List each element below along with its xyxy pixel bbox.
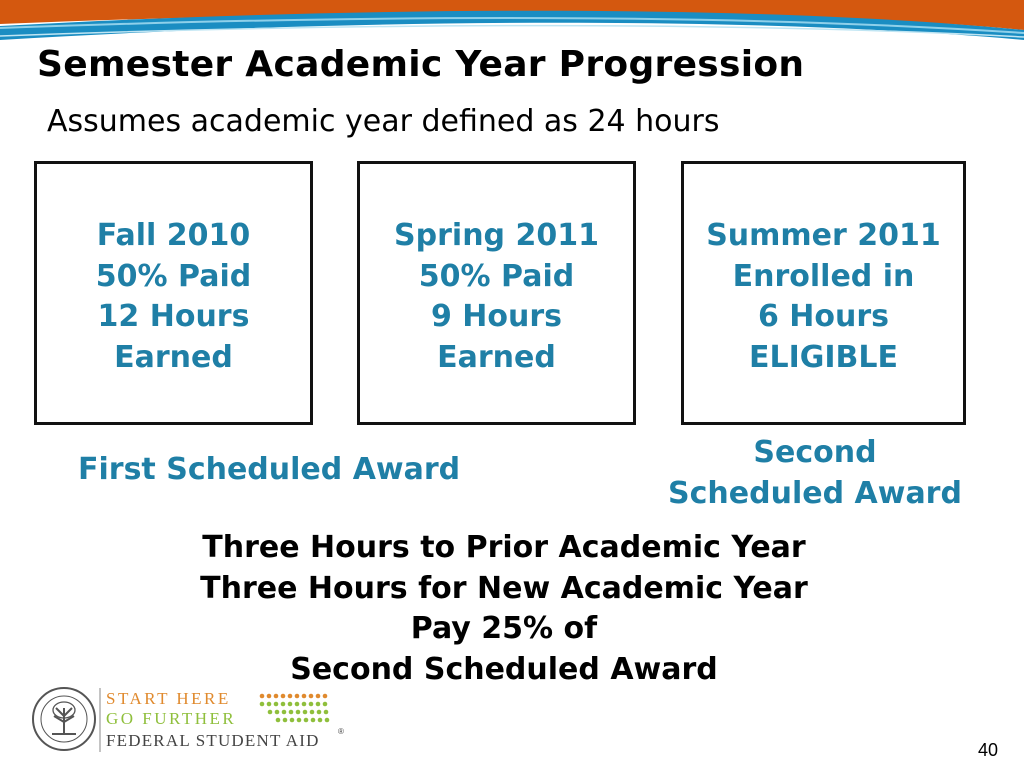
first-award-label: First Scheduled Award: [78, 452, 461, 487]
logo-dot: [317, 710, 322, 715]
registered-mark: ®: [338, 727, 344, 736]
logo-dot: [323, 694, 328, 699]
logo-dot: [295, 694, 300, 699]
term-box-spring-2011: [357, 161, 636, 425]
logo-dot: [276, 718, 281, 723]
logo-dot: [304, 718, 309, 723]
logo-dot: [316, 694, 321, 699]
second-award-label: [648, 433, 982, 514]
summary-line: Pay 25% of: [410, 611, 598, 646]
logo-dot: [267, 694, 272, 699]
term-box-summer-2011: [681, 161, 966, 425]
term-box-line: ELIGIBLE: [748, 339, 899, 375]
logo-dot: [303, 710, 308, 715]
logo-dot: [274, 694, 279, 699]
logo-dot: [323, 702, 328, 707]
slide-number: 40: [977, 740, 998, 760]
logo-dot: [316, 702, 321, 707]
logo-dot: [288, 702, 293, 707]
logo-dot: [282, 710, 287, 715]
term-box-line: 50% Paid: [418, 258, 575, 294]
department-seal-icon: [33, 688, 95, 750]
logo-dot: [281, 694, 286, 699]
term-box-line: Earned: [114, 339, 233, 375]
logo-dot: [311, 718, 316, 723]
term-box-line: 12 Hours: [97, 299, 250, 334]
logo-line-start-here: START HERE: [106, 689, 231, 708]
logo-dot: [310, 710, 315, 715]
term-box-line: Summer 2011: [706, 218, 941, 253]
term-box-line: 6 Hours: [757, 299, 890, 334]
logo-dot: [296, 710, 301, 715]
logo-dot: [325, 718, 330, 723]
logo-dot: [324, 710, 329, 715]
term-box-line: 9 Hours: [430, 299, 563, 334]
logo-dot: [289, 710, 294, 715]
logo-dot: [281, 702, 286, 707]
logo-dot: [260, 694, 265, 699]
logo-dot-pattern-icon: [260, 694, 330, 723]
term-box-line: 50% Paid: [95, 258, 252, 294]
logo-dot: [288, 694, 293, 699]
term-box-fall-2010: [34, 161, 313, 425]
header-banner: [0, 0, 1024, 50]
logo-dot: [260, 702, 265, 707]
logo-dot: [309, 702, 314, 707]
logo-line-federal-student-aid: FEDERAL STUDENT AID: [106, 731, 320, 750]
summary-line: Three Hours to Prior Academic Year: [202, 530, 806, 565]
logo-dot: [267, 702, 272, 707]
logo-dot: [318, 718, 323, 723]
logo-dot: [275, 710, 280, 715]
term-box-line: Earned: [437, 339, 556, 375]
federal-student-aid-logo: [30, 682, 370, 756]
summary-line: Second Scheduled Award: [290, 651, 718, 687]
logo-dot: [283, 718, 288, 723]
summary-line: Three Hours for New Academic Year: [200, 570, 808, 606]
page-title: Semester Academic Year Progression: [37, 44, 805, 85]
logo-line-go-further: GO FURTHER: [106, 709, 237, 728]
logo-dot: [309, 694, 314, 699]
term-box-line: Spring 2011: [394, 218, 599, 253]
term-box-line: Fall 2010: [96, 218, 251, 253]
logo-dot: [302, 702, 307, 707]
second-award-line: Scheduled Award: [668, 475, 962, 511]
second-award-line: Second: [753, 435, 877, 470]
logo-dot: [290, 718, 295, 723]
logo-dot: [268, 710, 273, 715]
logo-dot: [295, 702, 300, 707]
logo-dot: [302, 694, 307, 699]
logo-dot: [297, 718, 302, 723]
term-box-line: Enrolled in: [732, 258, 915, 294]
logo-dot: [274, 702, 279, 707]
summary-block: [0, 528, 1008, 690]
page-subtitle: Assumes academic year defined as 24 hours: [47, 104, 720, 139]
